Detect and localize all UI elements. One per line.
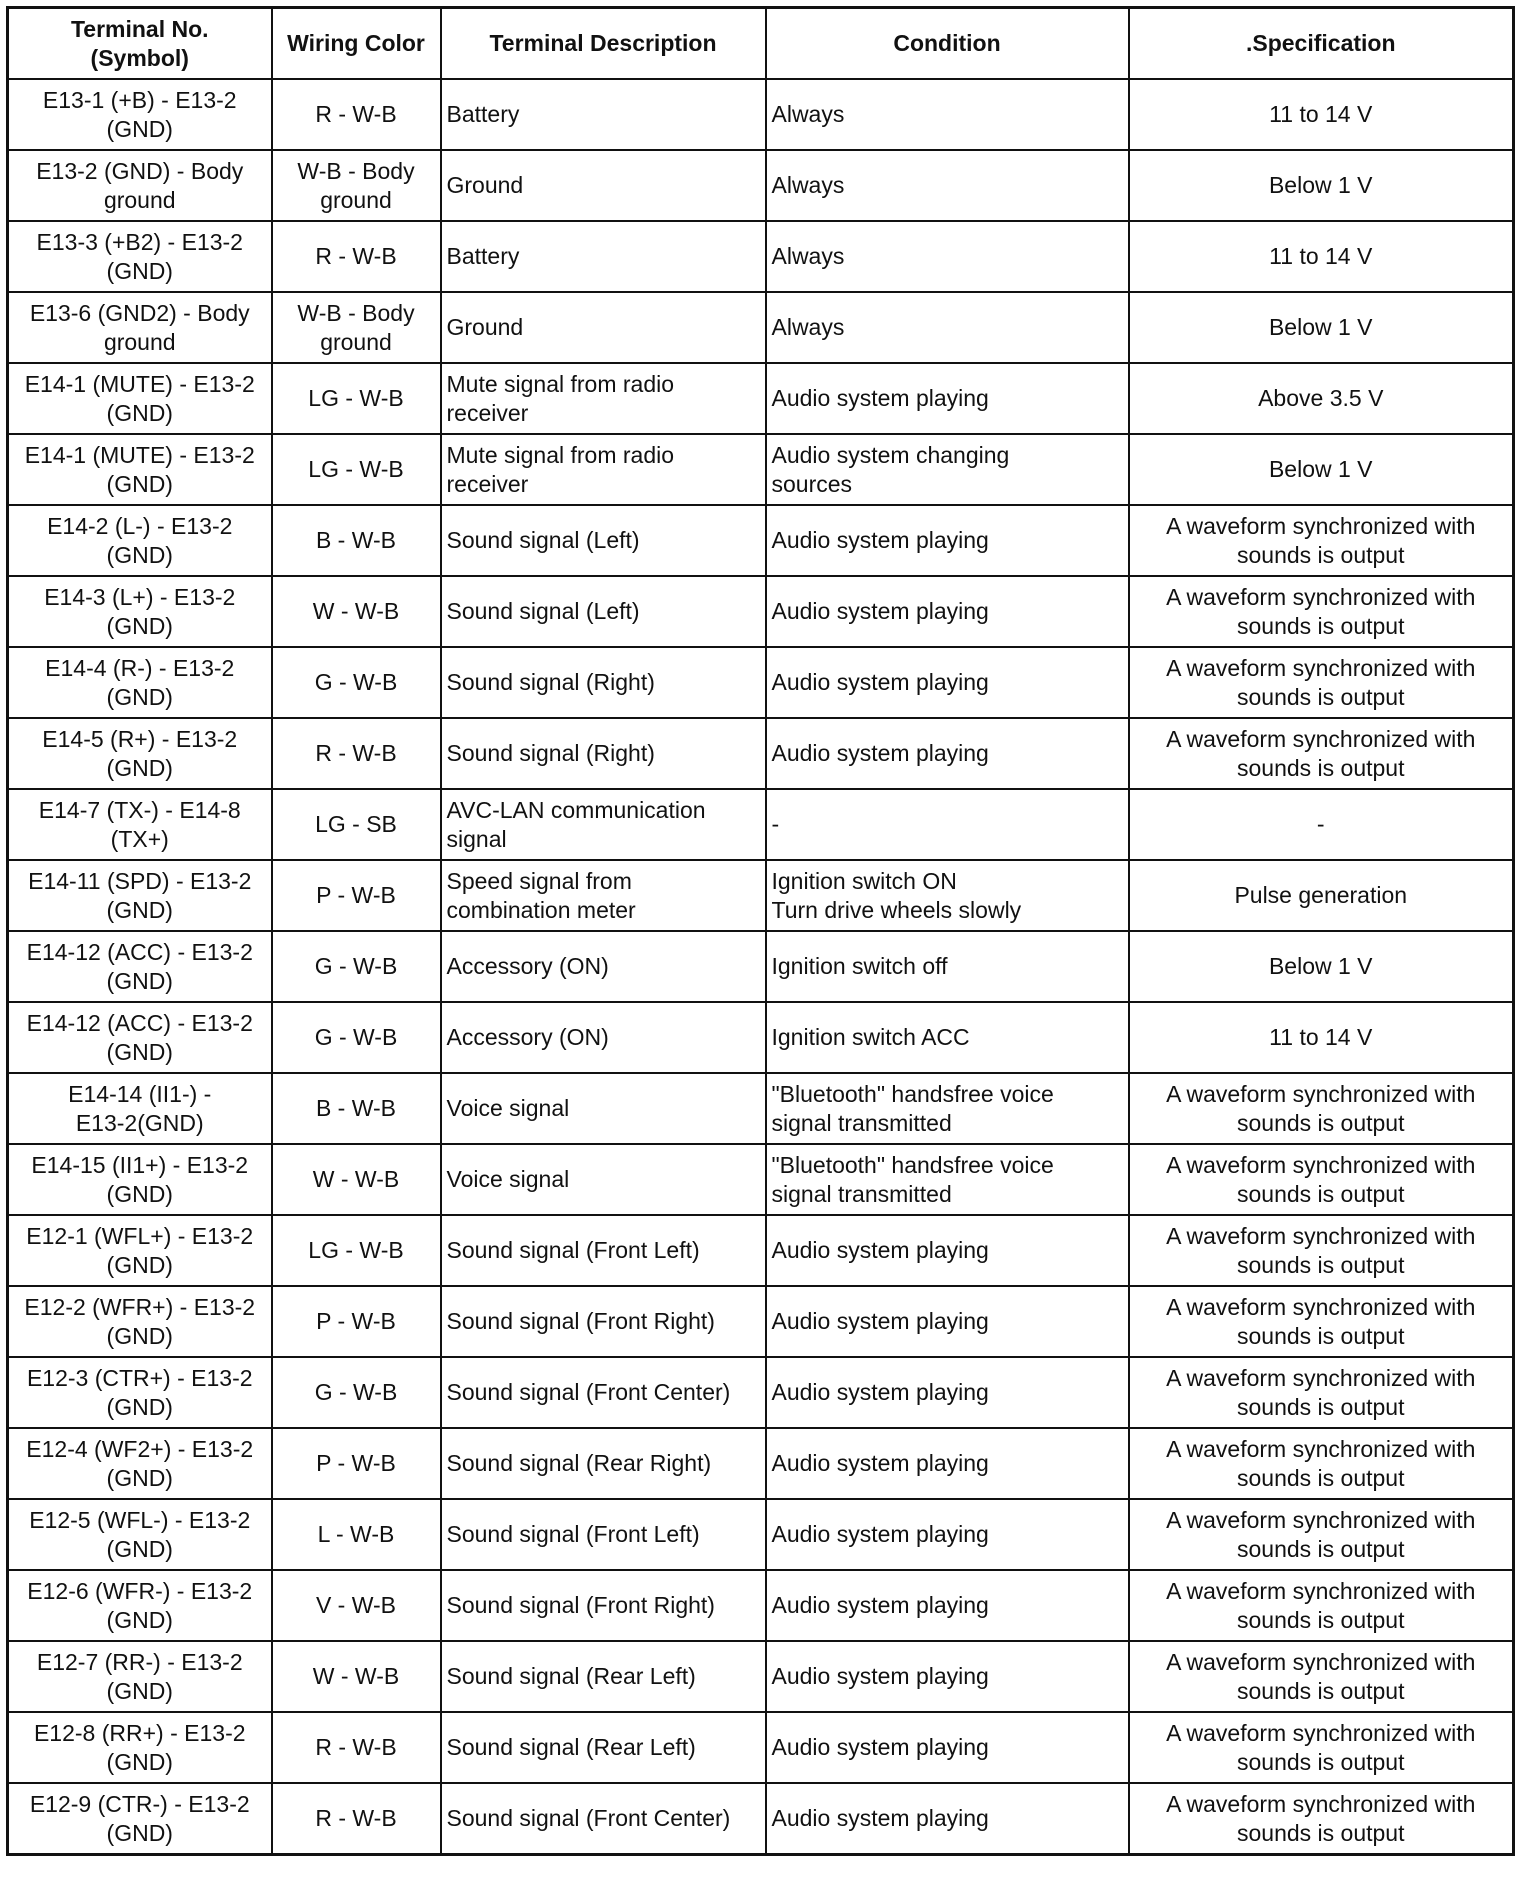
condition-cell: Ignition switch ACC [766,1002,1129,1073]
wiring-color-cell: R - W-B [272,1783,441,1855]
specification-cell: Below 1 V [1129,292,1514,363]
terminal-description-cell: Sound signal (Front Left) [441,1499,766,1570]
wiring-color-cell: LG - W-B [272,434,441,505]
wiring-color-cell: LG - W-B [272,1215,441,1286]
header-specification: .Specification [1129,8,1514,80]
wiring-color-cell: R - W-B [272,718,441,789]
specification-cell: Pulse generation [1129,860,1514,931]
table-row [8,1499,1514,1570]
terminal-no-cell: E14-1 (MUTE) - E13-2 (GND) [8,434,272,505]
terminal-no-cell: E14-5 (R+) - E13-2 (GND) [8,718,272,789]
terminal-description-cell: Accessory (ON) [441,931,766,1002]
terminal-description-cell: Ground [441,150,766,221]
wiring-color-cell: G - W-B [272,647,441,718]
table-row [8,789,1514,860]
terminal-no-cell: E13-2 (GND) - Body ground [8,150,272,221]
condition-cell: Audio system playing [766,1499,1129,1570]
terminal-no-cell: E14-14 (II1-) - E13-2(GND) [8,1073,272,1144]
terminal-description-cell: Battery [441,221,766,292]
wiring-color-cell: L - W-B [272,1499,441,1570]
terminal-description-cell: Mute signal from radio receiver [441,434,766,505]
condition-cell: Audio system playing [766,1286,1129,1357]
table-row [8,1002,1514,1073]
table-row [8,1073,1514,1144]
terminal-no-cell: E14-3 (L+) - E13-2 (GND) [8,576,272,647]
specification-cell: Above 3.5 V [1129,363,1514,434]
condition-cell: Ignition switch off [766,931,1129,1002]
wiring-color-cell: P - W-B [272,860,441,931]
terminal-no-cell: E14-11 (SPD) - E13-2 (GND) [8,860,272,931]
condition-cell: Audio system playing [766,1783,1129,1855]
condition-cell: Audio system playing [766,363,1129,434]
wiring-color-cell: W - W-B [272,1641,441,1712]
table-row [8,221,1514,292]
terminal-no-cell: E13-3 (+B2) - E13-2 (GND) [8,221,272,292]
condition-cell: Audio system playing [766,1357,1129,1428]
wiring-color-cell: G - W-B [272,1357,441,1428]
condition-cell: Audio system playing [766,505,1129,576]
terminal-description-cell: Voice signal [441,1144,766,1215]
table-row [8,292,1514,363]
wiring-color-cell: R - W-B [272,221,441,292]
table-row [8,363,1514,434]
specification-cell: 11 to 14 V [1129,79,1514,150]
specification-cell: A waveform synchronized with sounds is output [1129,1286,1514,1357]
condition-cell: Always [766,150,1129,221]
terminal-no-cell: E14-1 (MUTE) - E13-2 (GND) [8,363,272,434]
wiring-color-cell: V - W-B [272,1570,441,1641]
specification-cell: A waveform synchronized with sounds is output [1129,1712,1514,1783]
wiring-color-cell: W-B - Body ground [272,292,441,363]
condition-cell: Audio system playing [766,1712,1129,1783]
wiring-color-cell: W-B - Body ground [272,150,441,221]
terminal-description-cell: Sound signal (Front Center) [441,1783,766,1855]
terminal-description-cell: Sound signal (Front Right) [441,1570,766,1641]
terminal-description-cell: AVC-LAN communication signal [441,789,766,860]
terminal-description-cell: Sound signal (Front Center) [441,1357,766,1428]
terminal-description-cell: Sound signal (Left) [441,576,766,647]
terminal-description-cell: Battery [441,79,766,150]
specification-cell: A waveform synchronized with sounds is output [1129,1073,1514,1144]
specification-cell: 11 to 14 V [1129,221,1514,292]
condition-cell: Audio system playing [766,1428,1129,1499]
table-row [8,1215,1514,1286]
wiring-color-cell: R - W-B [272,79,441,150]
terminal-description-cell: Ground [441,292,766,363]
condition-cell: "Bluetooth" handsfree voice signal transmitted [766,1073,1129,1144]
specification-cell: A waveform synchronized with sounds is output [1129,1144,1514,1215]
terminal-description-cell: Sound signal (Front Left) [441,1215,766,1286]
specification-cell: A waveform synchronized with sounds is output [1129,1428,1514,1499]
table-row [8,718,1514,789]
specification-cell: A waveform synchronized with sounds is output [1129,505,1514,576]
table-row [8,1712,1514,1783]
wiring-color-cell: R - W-B [272,1712,441,1783]
terminal-no-cell: E14-2 (L-) - E13-2 (GND) [8,505,272,576]
condition-cell: Audio system playing [766,718,1129,789]
specification-cell: - [1129,789,1514,860]
terminal-description-cell: Sound signal (Rear Left) [441,1712,766,1783]
wiring-color-cell: B - W-B [272,1073,441,1144]
specification-cell: A waveform synchronized with sounds is output [1129,1357,1514,1428]
wiring-color-cell: LG - SB [272,789,441,860]
terminal-description-cell: Sound signal (Front Right) [441,1286,766,1357]
wiring-color-cell: P - W-B [272,1286,441,1357]
specification-cell: A waveform synchronized with sounds is output [1129,718,1514,789]
condition-cell: Audio system playing [766,647,1129,718]
specification-cell: A waveform synchronized with sounds is output [1129,1641,1514,1712]
table-row [8,576,1514,647]
terminal-no-cell: E14-4 (R-) - E13-2 (GND) [8,647,272,718]
wiring-color-cell: G - W-B [272,931,441,1002]
terminal-no-cell: E12-1 (WFL+) - E13-2 (GND) [8,1215,272,1286]
wiring-color-cell: W - W-B [272,1144,441,1215]
terminal-no-cell: E14-12 (ACC) - E13-2 (GND) [8,931,272,1002]
condition-cell: Audio system changing sources [766,434,1129,505]
terminal-no-cell: E13-1 (+B) - E13-2 (GND) [8,79,272,150]
table-row [8,1641,1514,1712]
header-wiring-color: Wiring Color [272,8,441,80]
specification-cell: A waveform synchronized with sounds is output [1129,1215,1514,1286]
header-terminal-no: Terminal No. (Symbol) [8,8,272,80]
wiring-color-cell: LG - W-B [272,363,441,434]
table-row [8,505,1514,576]
condition-cell: Always [766,221,1129,292]
terminal-no-cell: E14-15 (II1+) - E13-2 (GND) [8,1144,272,1215]
table-row [8,860,1514,931]
condition-cell: Audio system playing [766,1215,1129,1286]
specification-cell: A waveform synchronized with sounds is output [1129,1499,1514,1570]
condition-cell: - [766,789,1129,860]
specification-cell: Below 1 V [1129,931,1514,1002]
terminal-no-cell: E14-12 (ACC) - E13-2 (GND) [8,1002,272,1073]
terminal-description-cell: Mute signal from radio receiver [441,363,766,434]
table-row [8,1783,1514,1855]
condition-cell: Audio system playing [766,1570,1129,1641]
terminal-description-cell: Sound signal (Right) [441,718,766,789]
specification-cell: A waveform synchronized with sounds is output [1129,1783,1514,1855]
terminal-no-cell: E12-7 (RR-) - E13-2 (GND) [8,1641,272,1712]
table-row [8,1428,1514,1499]
terminal-no-cell: E12-8 (RR+) - E13-2 (GND) [8,1712,272,1783]
wiring-color-cell: G - W-B [272,1002,441,1073]
table-row [8,1357,1514,1428]
terminal-description-cell: Sound signal (Left) [441,505,766,576]
condition-cell: Audio system playing [766,1641,1129,1712]
terminal-no-cell: E12-5 (WFL-) - E13-2 (GND) [8,1499,272,1570]
table-row [8,1570,1514,1641]
terminal-no-cell: E12-6 (WFR-) - E13-2 (GND) [8,1570,272,1641]
terminal-no-cell: E12-9 (CTR-) - E13-2 (GND) [8,1783,272,1855]
condition-cell: "Bluetooth" handsfree voice signal transmitted [766,1144,1129,1215]
wiring-color-cell: B - W-B [272,505,441,576]
table-row [8,1286,1514,1357]
terminal-no-cell: E14-7 (TX-) - E14-8 (TX+) [8,789,272,860]
condition-cell: Ignition switch ON Turn drive wheels slowly [766,860,1129,931]
terminal-description-cell: Sound signal (Rear Right) [441,1428,766,1499]
specification-cell: A waveform synchronized with sounds is output [1129,1570,1514,1641]
terminal-no-cell: E12-3 (CTR+) - E13-2 (GND) [8,1357,272,1428]
condition-cell: Always [766,292,1129,363]
specification-cell: 11 to 14 V [1129,1002,1514,1073]
table-row [8,434,1514,505]
specification-cell: A waveform synchronized with sounds is output [1129,576,1514,647]
terminal-no-cell: E12-4 (WF2+) - E13-2 (GND) [8,1428,272,1499]
header-condition: Condition [766,8,1129,80]
table-row [8,79,1514,150]
wiring-color-cell: P - W-B [272,1428,441,1499]
header-row [8,8,1514,80]
terminal-description-cell: Sound signal (Right) [441,647,766,718]
table-row [8,150,1514,221]
condition-cell: Audio system playing [766,576,1129,647]
terminal-no-cell: E13-6 (GND2) - Body ground [8,292,272,363]
table-row [8,1144,1514,1215]
terminal-description-cell: Sound signal (Rear Left) [441,1641,766,1712]
header-terminal-description: Terminal Description [441,8,766,80]
terminal-spec-table [6,6,1515,1856]
table-row [8,931,1514,1002]
terminal-no-cell: E12-2 (WFR+) - E13-2 (GND) [8,1286,272,1357]
specification-cell: Below 1 V [1129,150,1514,221]
terminal-description-cell: Voice signal [441,1073,766,1144]
specification-cell: Below 1 V [1129,434,1514,505]
terminal-description-cell: Accessory (ON) [441,1002,766,1073]
wiring-color-cell: W - W-B [272,576,441,647]
terminal-description-cell: Speed signal from combination meter [441,860,766,931]
table-row [8,647,1514,718]
specification-cell: A waveform synchronized with sounds is output [1129,647,1514,718]
condition-cell: Always [766,79,1129,150]
